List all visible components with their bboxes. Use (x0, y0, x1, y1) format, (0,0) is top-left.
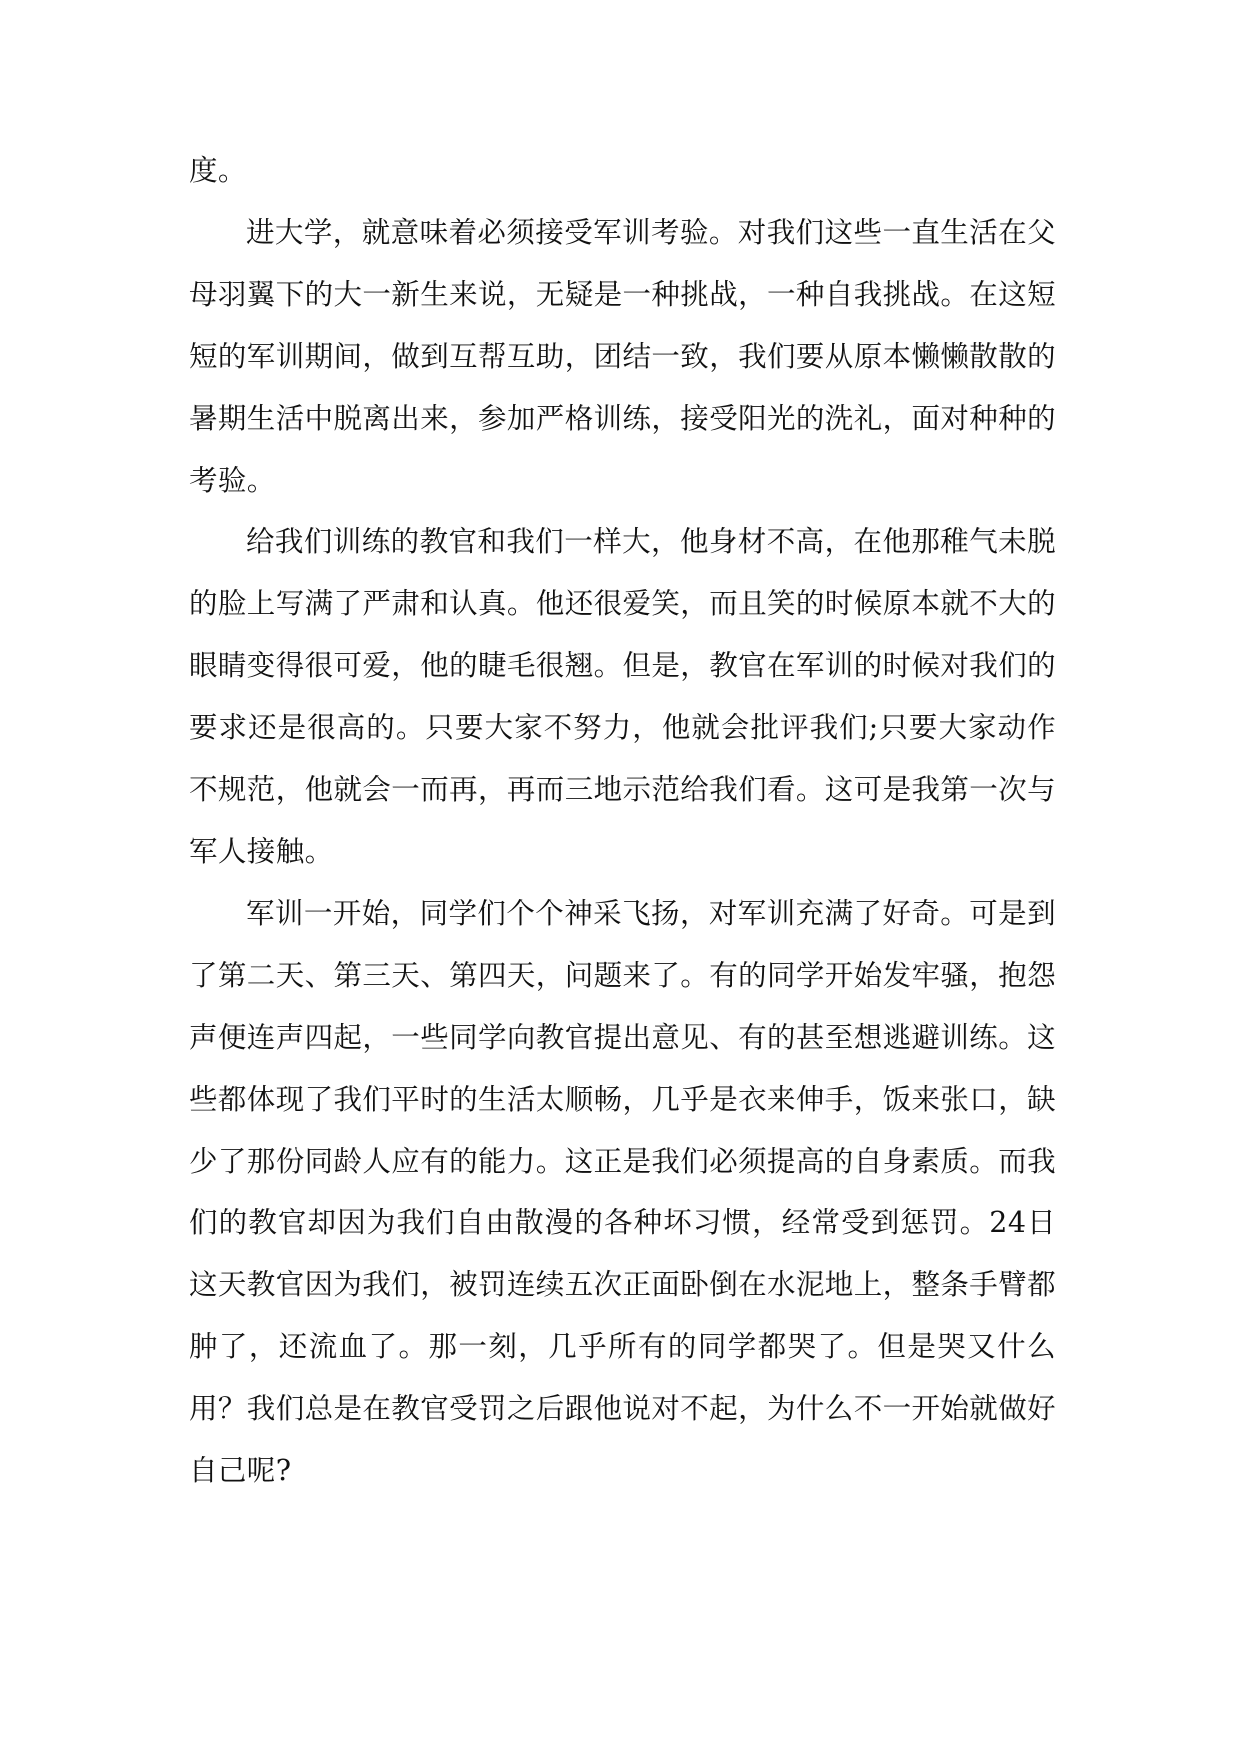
paragraph-instructor-description: 给我们训练的教官和我们一样大，他身材不高，在他那稚气未脱的脸上写满了严肃和认真。他还很爱笑，而且笑的时候原本就不大的眼睛变得很可爱，他的睫毛很翘。但是，教官在军训的时候对我们的要求还是很高的。只要大家不努力，他就会批评我们;只要大家动作不规范，他就会一而再，再而三地示范给我们看。这可是我第一次与军人接触。 (189, 525, 1057, 868)
document-body (189, 140, 1056, 1502)
paragraph-continuation: 度。 (189, 154, 247, 187)
paragraph-training-challenges: 军训一开始，同学们个个神采飞扬，对军训充满了好奇。可是到了第二天、第三天、第四天，问题来了。有的同学开始发牢骚，抱怨声便连声四起，一些同学向教官提出意见、有的甚至想逃避训练。这些都体现了我们平时的生活太顺畅，几乎是衣来伸手，饭来张口，缺少了那份同龄人应有的能力。这正是我们必须提高的自身素质。而我们的教官却因为我们自由散漫的各种坏习惯，经常受到惩罚。24日这天教官因为我们，被罚连续五次正面卧倒在水泥地上，整条手臂都肿了，还流血了。那一刻，几乎所有的同学都哭了。但是哭又什么用？我们总是在教官受罚之后跟他说对不起，为什么不一开始就做好自己呢? (189, 896, 1057, 1488)
paragraph-military-training-intro: 进大学，就意味着必须接受军训考验。对我们这些一直生活在父母羽翼下的大一新生来说，无疑是一种挑战，一种自我挑战。在这短短的军训期间，做到互帮互助，团结一致，我们要从原本懒懒散散的暑期生活中脱离出来，参加严格训练，接受阳光的洗礼，面对种种的考验。 (189, 215, 1057, 497)
